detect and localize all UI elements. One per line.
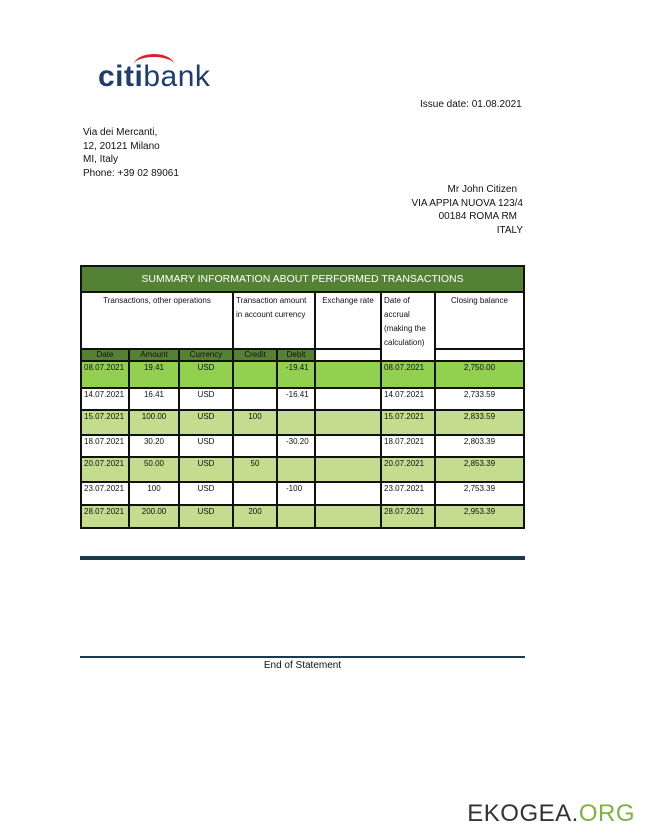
cell-currency: USD <box>179 505 233 528</box>
cell-amount: 100 <box>129 482 179 505</box>
cell-credit <box>233 435 277 457</box>
cell-amount: 30.20 <box>129 435 179 457</box>
table-title: SUMMARY INFORMATION ABOUT PERFORMED TRANSACTIONS <box>81 266 524 292</box>
cell-closing-balance: 2,803.39 <box>435 435 524 457</box>
cell-accrual-date: 18.07.2021 <box>381 435 435 457</box>
cell-credit: 100 <box>233 410 277 435</box>
col-credit: Credit <box>233 349 277 361</box>
cell-currency: USD <box>179 482 233 505</box>
cell-exchange-rate <box>315 435 381 457</box>
cell-accrual-date: 28.07.2021 <box>381 505 435 528</box>
cell-exchange-rate <box>315 482 381 505</box>
cell-credit: 200 <box>233 505 277 528</box>
end-of-statement: End of Statement <box>263 660 342 671</box>
cell-debit: -100 <box>277 482 315 505</box>
watermark: EKOGEA.ORG <box>467 800 635 827</box>
cell-currency: USD <box>179 361 233 388</box>
col-amount: Amount <box>129 349 179 361</box>
bank-address: Via dei Mercanti, 12, 20121 Milano MI, Italy Phone: +39 02 89061 <box>83 127 179 179</box>
cell-debit <box>277 457 315 482</box>
table-row <box>81 388 524 410</box>
cell-exchange-rate <box>315 361 381 388</box>
cell-closing-balance: 2,753.39 <box>435 482 524 505</box>
cell-credit <box>233 361 277 388</box>
cell-closing-balance: 2,853.39 <box>435 457 524 482</box>
cell-date: 15.07.2021 <box>81 410 129 435</box>
table-row <box>81 505 524 528</box>
header-transactions: Transactions, other operations <box>81 292 233 349</box>
col-debit: Debit <box>277 349 315 361</box>
header-closing-balance: Closing balance <box>435 292 524 349</box>
table-row <box>81 410 524 435</box>
cell-credit <box>233 482 277 505</box>
cell-currency: USD <box>179 388 233 410</box>
cell-credit: 50 <box>233 457 277 482</box>
divider-thick <box>80 556 525 560</box>
cell-exchange-rate <box>315 505 381 528</box>
cell-accrual-date: 15.07.2021 <box>381 410 435 435</box>
cell-debit: -30.20 <box>277 435 315 457</box>
header-amount: Transaction amount in account currency <box>233 292 315 349</box>
cell-accrual-date: 08.07.2021 <box>381 361 435 388</box>
cell-currency: USD <box>179 457 233 482</box>
cell-amount: 200.00 <box>129 505 179 528</box>
table-row <box>81 435 524 457</box>
cell-currency: USD <box>179 410 233 435</box>
cell-exchange-rate <box>315 388 381 410</box>
cell-debit: -19.41 <box>277 361 315 388</box>
table-row <box>81 482 524 505</box>
col-exchange-blank <box>315 349 381 361</box>
cell-exchange-rate <box>315 410 381 435</box>
cell-date: 23.07.2021 <box>81 482 129 505</box>
col-currency: Currency <box>179 349 233 361</box>
citibank-logo: citibank <box>98 60 210 94</box>
table-row <box>81 457 524 482</box>
cell-credit <box>233 388 277 410</box>
cell-currency: USD <box>179 435 233 457</box>
cell-date: 28.07.2021 <box>81 505 129 528</box>
header-exchange-rate: Exchange rate <box>315 292 381 349</box>
divider-thin <box>80 656 525 658</box>
col-closing-blank <box>435 349 524 361</box>
cell-closing-balance: 2,733.59 <box>435 388 524 410</box>
cell-date: 18.07.2021 <box>81 435 129 457</box>
logo-arc-icon <box>134 54 174 75</box>
cell-debit: -16.41 <box>277 388 315 410</box>
cell-accrual-date: 20.07.2021 <box>381 457 435 482</box>
col-date: Date <box>81 349 129 361</box>
cell-exchange-rate <box>315 457 381 482</box>
cell-debit <box>277 410 315 435</box>
cell-date: 14.07.2021 <box>81 388 129 410</box>
header-accrual-date: Date of accrual (making the calculation) <box>381 292 435 361</box>
transactions-table <box>80 265 525 529</box>
cell-accrual-date: 23.07.2021 <box>381 482 435 505</box>
issue-date: Issue date: 01.08.2021 <box>420 99 522 110</box>
cell-closing-balance: 2,833.59 <box>435 410 524 435</box>
cell-date: 20.07.2021 <box>81 457 129 482</box>
recipient-address: Mr John Citizen VIA APPIA NUOVA 123/4 00184 ROMA RM ITALY <box>411 184 523 236</box>
cell-amount: 50.00 <box>129 457 179 482</box>
cell-amount: 16.41 <box>129 388 179 410</box>
table-row <box>81 361 524 388</box>
cell-closing-balance: 2,750.00 <box>435 361 524 388</box>
cell-closing-balance: 2,953.39 <box>435 505 524 528</box>
cell-amount: 100.00 <box>129 410 179 435</box>
cell-date: 08.07.2021 <box>81 361 129 388</box>
cell-debit <box>277 505 315 528</box>
cell-accrual-date: 14.07.2021 <box>381 388 435 410</box>
cell-amount: 19.41 <box>129 361 179 388</box>
